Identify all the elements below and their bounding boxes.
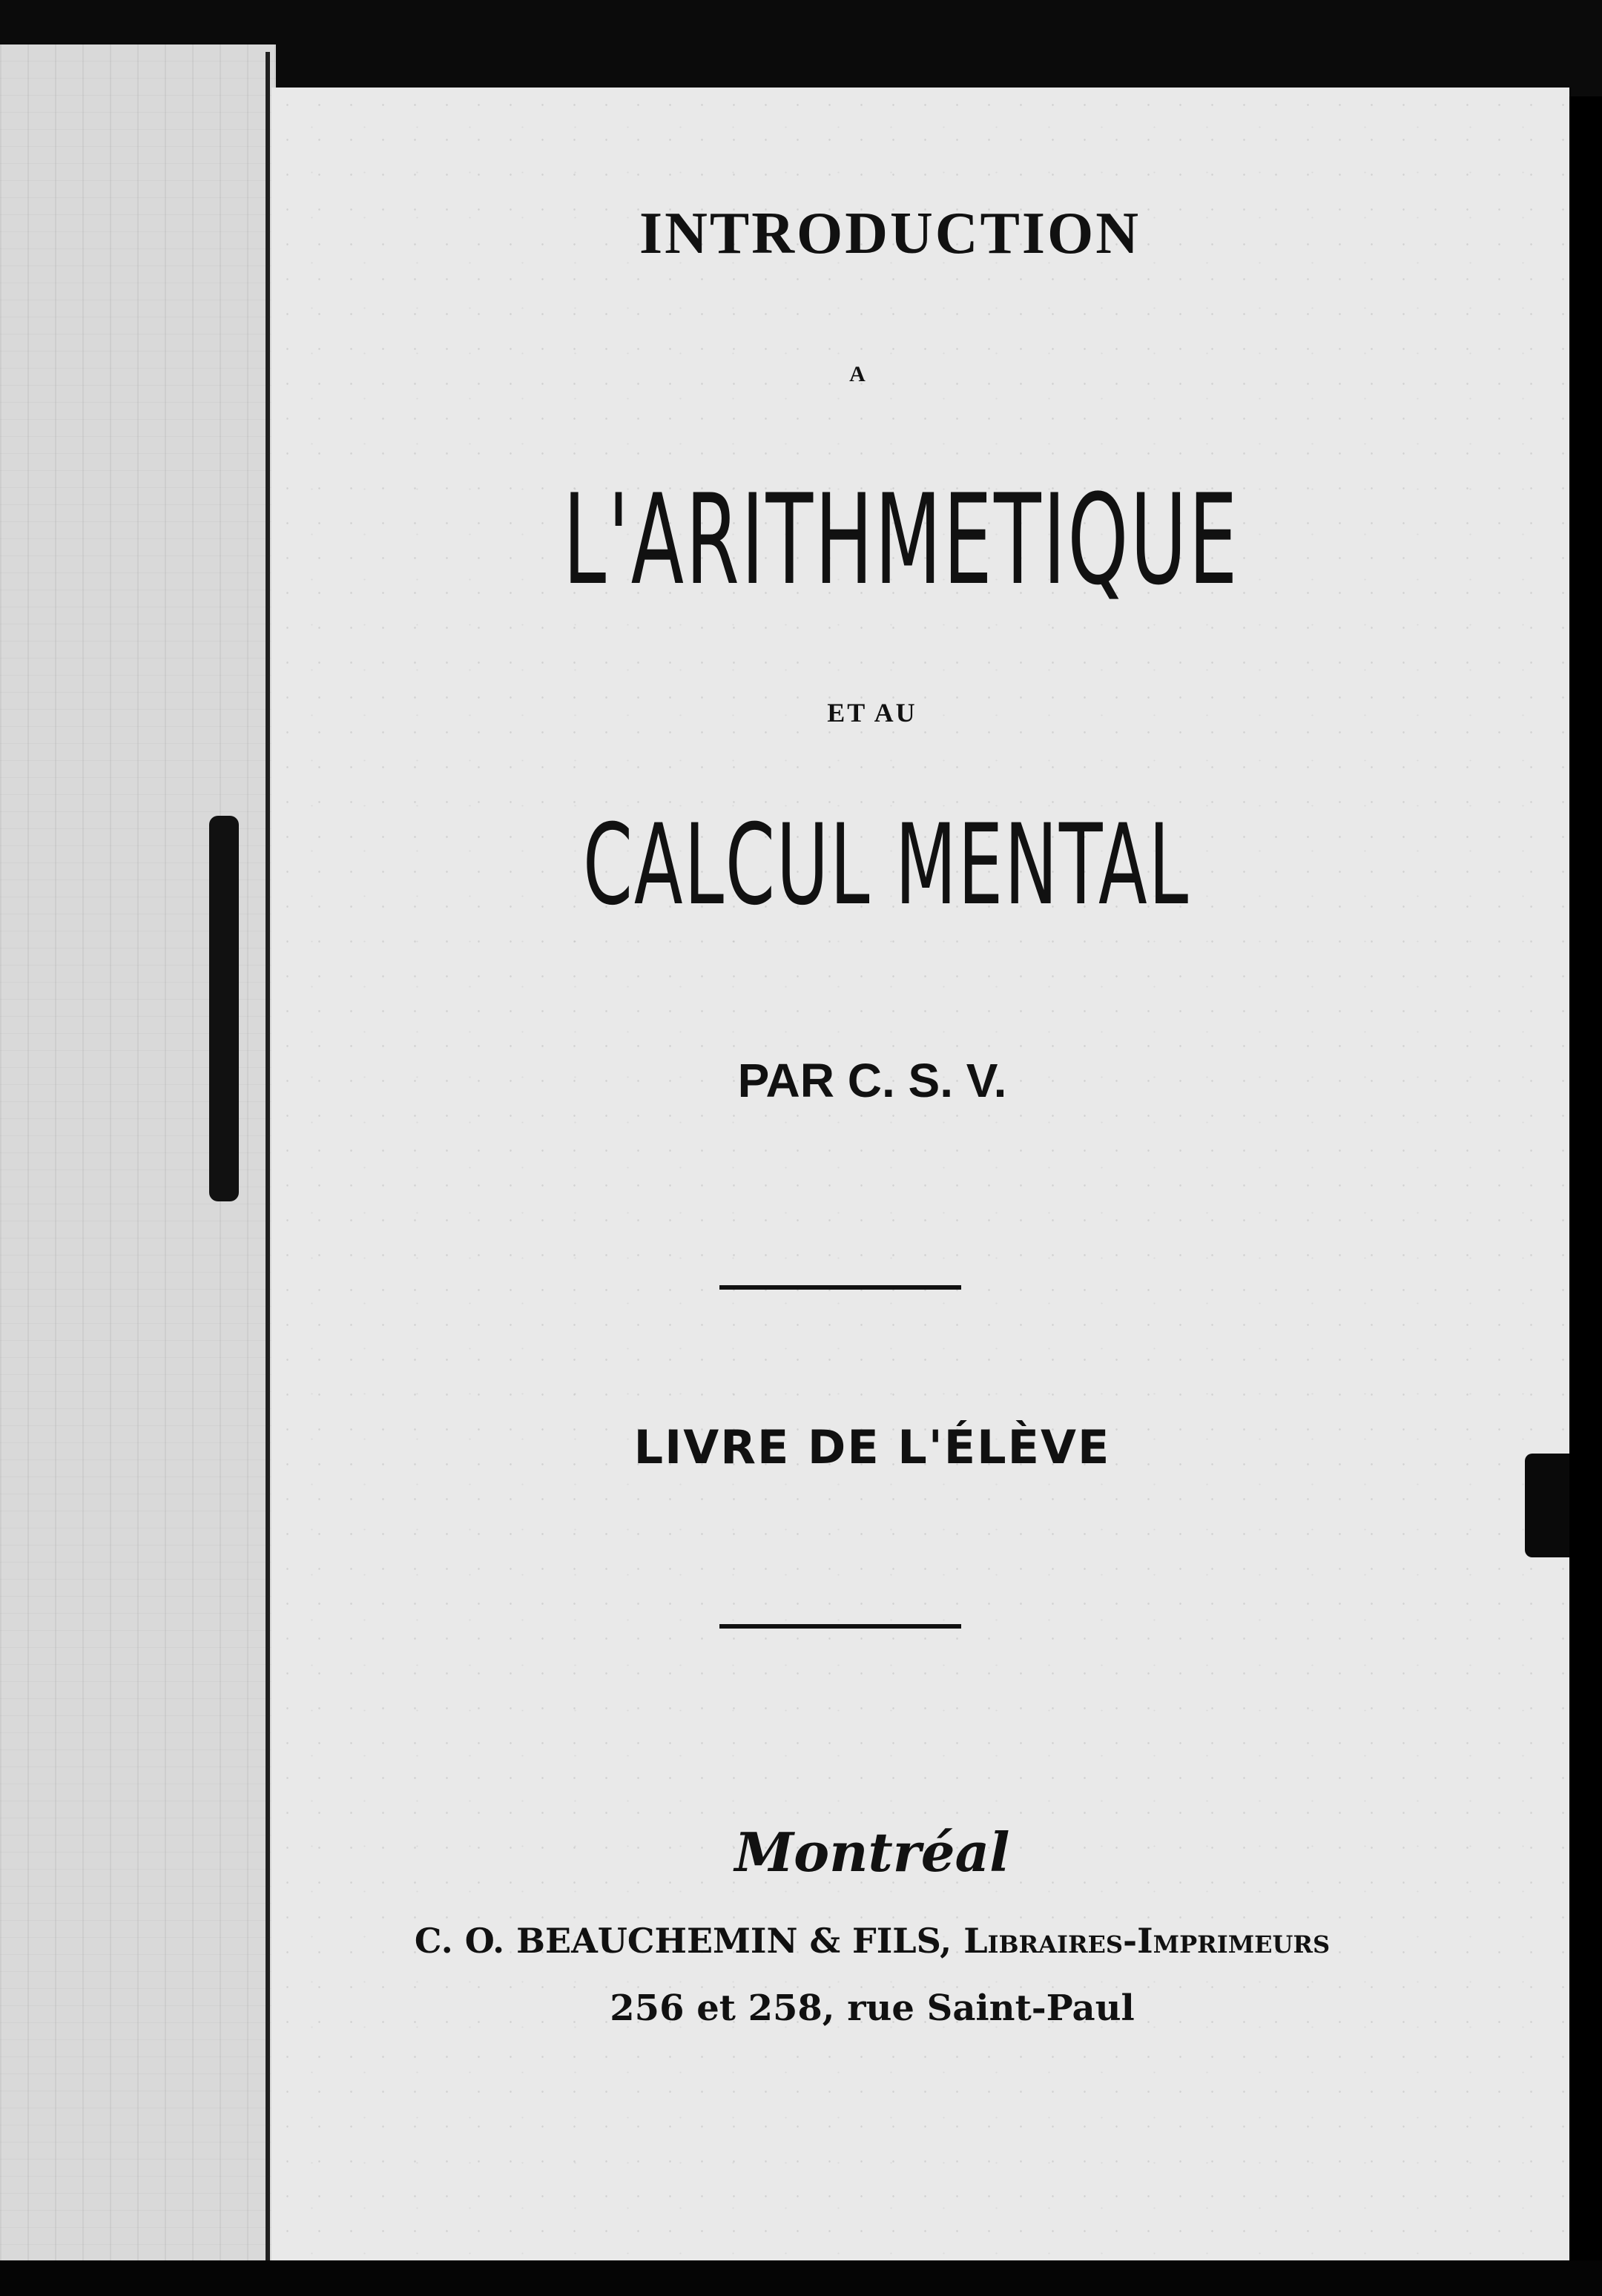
publisher-name: C. O. BEAUCHEMIN & FILS, <box>414 1921 952 1961</box>
subtitle-calcul-mental: CALCUL MENTAL <box>582 801 1190 930</box>
divider-rule-top <box>719 1285 961 1290</box>
binding-gutter-shadow <box>209 816 239 1201</box>
publisher-role: Libraires-Imprimeurs <box>963 1921 1331 1961</box>
connector-et-au: ET AU <box>827 698 917 728</box>
scan-bottom-border <box>0 2260 1602 2296</box>
divider-rule-bottom <box>719 1624 961 1629</box>
imprint-address: 256 et 258, rue Saint-Paul <box>610 1987 1135 2029</box>
imprint-city: Montréal <box>734 1821 1010 1884</box>
book-type-line: LIVRE DE L'ÉLÈVE <box>633 1420 1111 1474</box>
imprint-publisher <box>71 1921 1602 1961</box>
author-line: PAR C. S. V. <box>737 1054 1007 1107</box>
heading-introduction: INTRODUCTION <box>639 201 1141 266</box>
main-title: L'ARITHMETIQUE <box>563 467 1239 613</box>
connector-a: A <box>849 362 866 386</box>
